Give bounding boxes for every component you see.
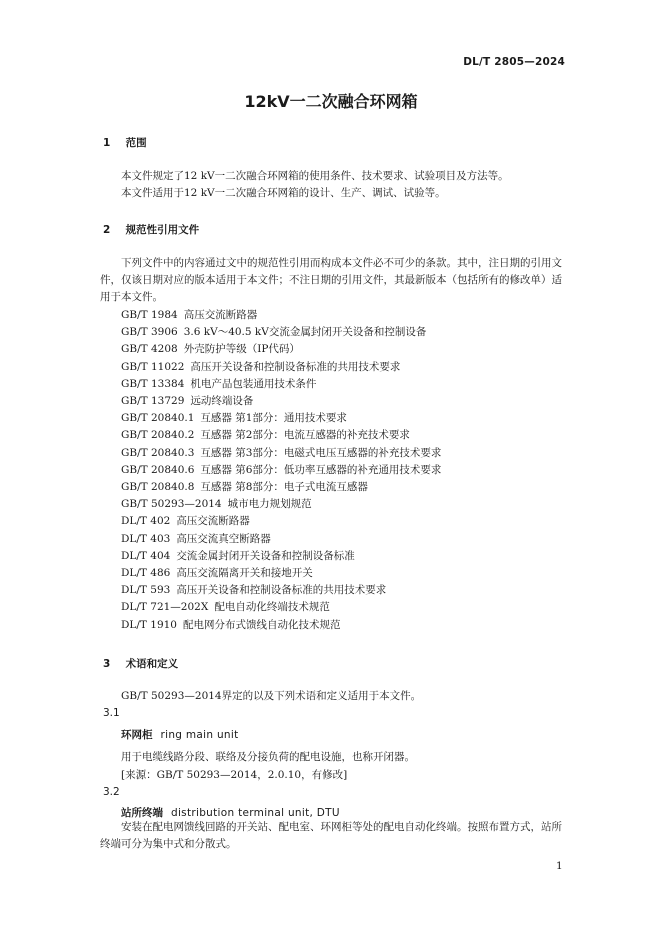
reference-item	[121, 582, 386, 597]
section-3-heading	[103, 656, 178, 671]
term-english: ring main unit	[160, 729, 239, 741]
section-title: 规范性引用文件	[125, 224, 200, 236]
reference-code: GB/T 20840.3	[121, 446, 195, 459]
reference-title: 远动终端设备	[190, 395, 254, 407]
term-number: 3.2	[103, 786, 120, 798]
section-1-para-1: 本文件规定了12 kV一二次融合环网箱的使用条件、技术要求、试验项目及方法等。	[121, 170, 509, 182]
reference-code: GB/T 13729	[121, 395, 185, 407]
reference-code: GB/T 11022	[121, 360, 185, 373]
section-2-heading	[103, 222, 199, 237]
reference-title: 交流金属封闭开关设备和控制设备标准	[176, 549, 355, 562]
term-source: [来源：GB/T 50293—2014，2.0.10，有修改]	[121, 769, 348, 781]
reference-title: 互感器 第8部分：电子式电流互感器	[200, 481, 368, 493]
term-definition: 用于电缆线路分段、联络及分接负荷的配电设施，也称开闭器。	[121, 751, 415, 763]
section-title: 范围	[125, 137, 147, 149]
reference-code: DL/T 721—202X	[121, 601, 209, 614]
reference-item	[121, 376, 316, 391]
reference-code: GB/T 4208	[121, 343, 178, 356]
reference-title: 高压交流断路器	[176, 515, 250, 528]
reference-code: GB/T 20840.8	[121, 481, 195, 493]
reference-item	[121, 599, 330, 614]
reference-code: GB/T 1984	[121, 309, 178, 321]
reference-title: 互感器 第6部分：低功率互感器的补充通用技术要求	[200, 463, 442, 476]
term-english: distribution terminal unit, DTU	[171, 807, 340, 819]
reference-item	[121, 617, 341, 632]
term-definition: 安装在配电网馈线回路的开关站、配电室、环网柜等处的配电自动化终端。按照布置方式，站所终端可分为集中式和分散式。	[100, 821, 562, 850]
reference-title: 配电网分布式馈线自动化技术规范	[183, 618, 341, 631]
reference-item	[121, 341, 300, 356]
reference-code: GB/T 3906	[121, 326, 178, 339]
section-number: 1	[103, 137, 111, 149]
section-title: 术语和定义	[125, 658, 179, 670]
reference-item	[121, 462, 441, 477]
reference-title: 高压交流真空断路器	[176, 532, 271, 545]
reference-item	[121, 410, 347, 425]
reference-code: DL/T 402	[121, 515, 171, 528]
reference-code: GB/T 13384	[121, 377, 185, 390]
reference-item	[121, 531, 271, 546]
reference-title: 互感器 第1部分：通用技术要求	[200, 412, 347, 425]
reference-item	[121, 565, 313, 580]
page-number: 1	[556, 860, 563, 872]
reference-title: 城市电力规划规范	[227, 498, 312, 511]
reference-code: GB/T 20840.1	[121, 412, 195, 425]
reference-title: 配电自动化终端技术规范	[214, 601, 330, 614]
reference-title: 互感器 第2部分：电流互感器的补充技术要求	[200, 429, 410, 442]
reference-item	[121, 548, 355, 563]
section-1-heading	[103, 135, 147, 150]
reference-title: 机电产品包装通用技术条件	[190, 377, 317, 390]
reference-title: 高压开关设备和控制设备标准的共用技术要求	[190, 360, 401, 373]
reference-item	[121, 393, 253, 408]
reference-code: DL/T 1910	[121, 618, 177, 631]
term-heading	[121, 805, 340, 820]
reference-code: GB/T 20840.6	[121, 463, 195, 476]
reference-title: 3.6 kV～40.5 kV交流金属封闭开关设备和控制设备	[183, 326, 427, 339]
section-number: 3	[103, 658, 111, 670]
reference-title: 高压开关设备和控制设备标准的共用技术要求	[176, 584, 387, 597]
section-1-para-2: 本文件适用于12 kV一二次融合环网箱的设计、生产、调试、试验等。	[121, 187, 446, 199]
reference-item	[121, 445, 441, 460]
reference-item	[121, 496, 312, 511]
reference-code: DL/T 404	[121, 549, 171, 562]
reference-item	[121, 513, 250, 528]
reference-code: DL/T 593	[121, 584, 171, 597]
reference-code: GB/T 20840.2	[121, 429, 195, 442]
reference-item	[121, 324, 426, 339]
section-3-intro: GB/T 50293—2014界定的以及下列术语和定义适用于本文件。	[121, 690, 422, 702]
reference-code: DL/T 403	[121, 532, 171, 545]
document-title: 12kV一二次融合环网箱	[244, 92, 418, 111]
term-chinese: 站所终端	[121, 807, 163, 819]
section-2-intro: 下列文件中的内容通过文中的规范性引用而构成本文件必不可少的条款。其中，注日期的引用文件，仅该日期对应的版本适用于本文件；不注日期的引用文件，其最新版本（包括所有的修改单）适用于本文件。	[100, 257, 562, 303]
reference-title: 外壳防护等级（IP代码）	[183, 343, 300, 356]
reference-code: GB/T 50293—2014	[121, 498, 222, 511]
reference-item	[121, 479, 368, 494]
reference-item	[121, 307, 257, 322]
reference-item	[121, 427, 410, 442]
reference-title: 互感器 第3部分：电磁式电压互感器的补充技术要求	[200, 446, 442, 459]
reference-code: DL/T 486	[121, 567, 171, 579]
term-number: 3.1	[103, 707, 120, 719]
term-heading	[121, 727, 239, 742]
standard-number: DL/T 2805—2024	[463, 56, 565, 68]
reference-item	[121, 359, 400, 374]
term-chinese: 环网柜	[121, 729, 153, 741]
reference-title: 高压交流断路器	[183, 309, 258, 321]
reference-title: 高压交流隔离开关和接地开关	[176, 567, 313, 579]
section-number: 2	[103, 224, 111, 236]
